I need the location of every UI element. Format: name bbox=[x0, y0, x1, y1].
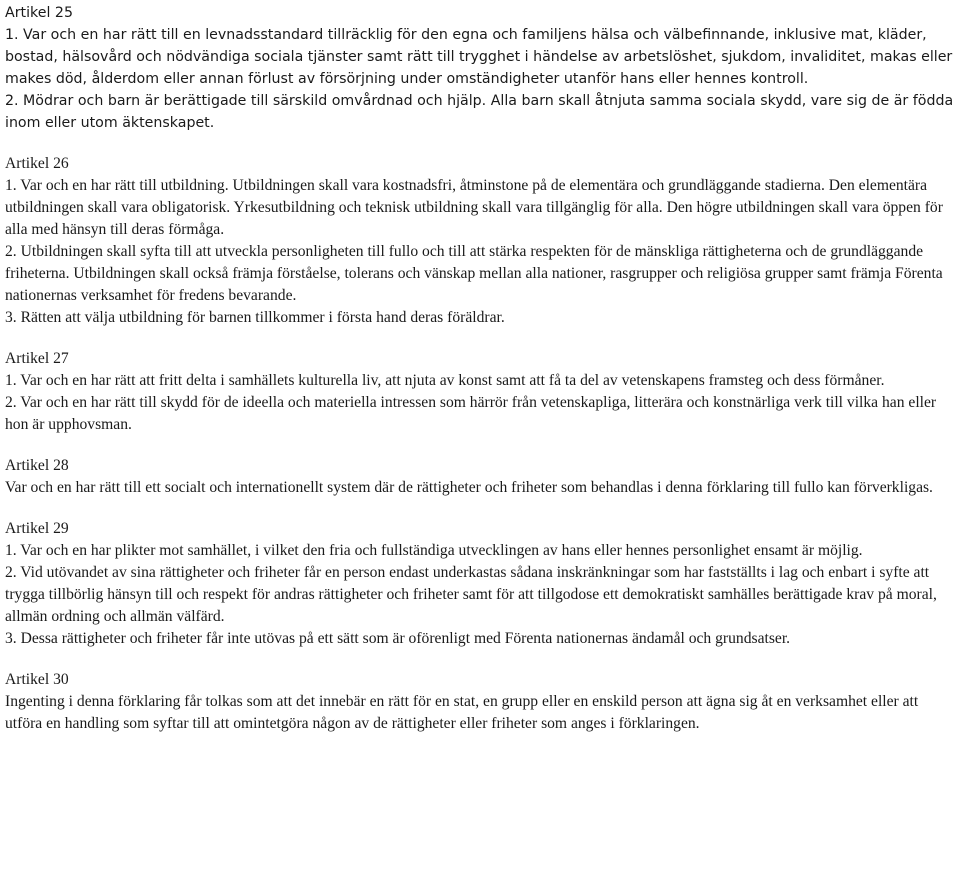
article-paragraph: 1. Var och en har rätt till utbildning. Utbildningen skall vara kostnadsfri, åtminstone på de elementära och grundläggande stadierna. Den elementära utbildningen skall vara obligatorisk. Yrkesutbildning och teknisk utbildning skall vara tillgänglig för alla. Den högre utbildningen skall vara öppen för alla med hänsyn till deras förmåga. bbox=[5, 177, 943, 238]
article-28 bbox=[5, 455, 957, 499]
article-30 bbox=[5, 669, 957, 735]
document-page bbox=[5, 2, 957, 754]
article-paragraph: 1. Var och en har plikter mot samhället, i vilket den fria och fullständiga utvecklingen av hans eller hennes personlighet ensamt är möjlig. bbox=[5, 542, 863, 559]
article-paragraph: 2. Mödrar och barn är berättigade till särskild omvårdnad och hjälp. Alla barn skall åtnjuta samma sociala skydd, vare sig de är födda inom eller utom äktenskapet. bbox=[5, 93, 954, 131]
article-27 bbox=[5, 348, 957, 436]
article-paragraph: 1. Var och en har rätt att fritt delta i samhällets kulturella liv, att njuta av konst samt att få ta del av vetenskapens framsteg och dess förmåner. bbox=[5, 372, 885, 389]
article-paragraph: Var och en har rätt till ett socialt och internationellt system där de rättigheter och friheter som behandlas i denna förklaring till fullo kan förverkligas. bbox=[5, 479, 933, 496]
article-heading: Artikel 30 bbox=[5, 671, 69, 688]
article-heading: Artikel 25 bbox=[5, 5, 73, 21]
article-heading: Artikel 26 bbox=[5, 155, 69, 172]
article-paragraph: 2. Vid utövandet av sina rättigheter och friheter får en person endast underkastas sådana inskränkningar som har fastställts i lag och enbart i syfte att trygga tillbörlig hänsyn till och respekt för andras rättigheter och friheter samt för att tillgodose ett demokratiskt samhälles berättigade krav på moral, allmän ordning och allmän välfärd. bbox=[5, 564, 937, 625]
article-paragraph: 3. Dessa rättigheter och friheter får inte utövas på ett sätt som är oförenligt med Förenta nationernas ändamål och grundsatser. bbox=[5, 630, 791, 647]
article-heading: Artikel 27 bbox=[5, 350, 69, 367]
article-paragraph: 2. Var och en har rätt till skydd för de ideella och materiella intressen som härrör från vetenskapliga, litterära och konstnärliga verk till vilka han eller hon är upphovsman. bbox=[5, 394, 937, 433]
article-paragraph: 2. Utbildningen skall syfta till att utveckla personligheten till fullo och till att stärka respekten för de mänskliga rättigheterna och de grundläggande friheterna. Utbildningen skall också främja förståelse, tolerans och vänskap mellan alla nationer, rasgrupper och religiösa grupper samt främja Förenta nationernas verksamhet för fredens bevarande. bbox=[5, 243, 943, 304]
article-paragraph: 3. Rätten att välja utbildning för barnen tillkommer i första hand deras föräldrar. bbox=[5, 309, 505, 326]
article-25 bbox=[5, 2, 957, 134]
article-29 bbox=[5, 518, 957, 650]
article-heading: Artikel 29 bbox=[5, 520, 69, 537]
article-heading: Artikel 28 bbox=[5, 457, 69, 474]
article-26 bbox=[5, 153, 957, 329]
article-paragraph: Ingenting i denna förklaring får tolkas som att det innebär en rätt för en stat, en grupp eller en enskild person att ägna sig åt en verksamhet eller att utföra en handling som syftar till att omintetgöra någon av de rättigheter eller friheter som anges i förklaringen. bbox=[5, 693, 919, 732]
article-paragraph: 1. Var och en har rätt till en levnadsstandard tillräcklig för den egna och familjens hälsa och välbefinnande, inklusive mat, kläder, bostad, hälsovård och nödvändiga sociala tjänster samt rätt till trygghet i händelse av arbetslöshet, sjukdom, invaliditet, makas eller makes död, ålderdom eller annan förlust av försörjning under omständigheter utanför hans eller hennes kontroll. bbox=[5, 27, 953, 87]
